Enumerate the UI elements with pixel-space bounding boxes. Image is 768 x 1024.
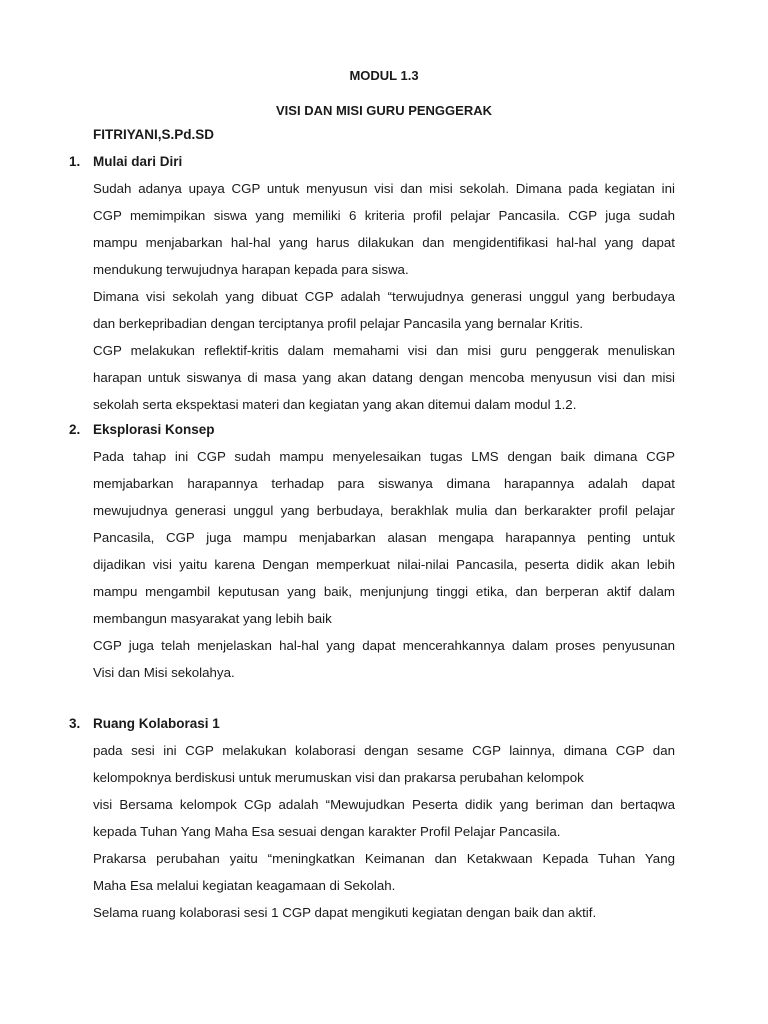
paragraph-line: dan berkepribadian dengan terciptanya profil pelajar Pancasila yang bernalar Kritis.	[93, 316, 584, 331]
paragraph-line: sekolah serta ekspektasi materi dan kegiatan yang akan ditemui dalam modul 1.2.	[93, 397, 577, 412]
section-title: Mulai dari Diri	[93, 154, 183, 169]
paragraph-line: kelompoknya berdiskusi untuk merumuskan visi dan prakarsa perubahan kelompok	[93, 770, 584, 785]
paragraph-line: Prakarsa perubahan yaitu “meningkatkan Keimanan dan Ketakwaan Kepada Tuhan Yang	[93, 851, 675, 866]
paragraph-line: dijadikan visi yaitu karena Dengan memperkuat nilai-nilai Pancasila, peserta didik akan lebih	[93, 557, 675, 572]
section-number: 1.	[69, 154, 81, 169]
paragraph-line: kepada Tuhan Yang Maha Esa sesuai dengan karakter Profil Pelajar Pancasila.	[93, 824, 561, 839]
paragraph-line: Pada tahap ini CGP sudah mampu menyelesaikan tugas LMS dengan baik dimana CGP	[93, 449, 675, 464]
paragraph-line: Sudah adanya upaya CGP untuk menyusun visi dan misi sekolah. Dimana pada kegiatan ini	[93, 181, 675, 196]
paragraph-line: CGP juga telah menjelaskan hal-hal yang dapat mencerahkannya dalam proses penyusunan	[93, 638, 675, 653]
paragraph-line: pada sesi ini CGP melakukan kolaborasi dengan sesame CGP lainnya, dimana CGP dan	[93, 743, 675, 758]
paragraph-line: Dimana visi sekolah yang dibuat CGP adalah “terwujudnya generasi unggul yang berbudaya	[93, 289, 675, 304]
section-heading	[69, 716, 220, 732]
section-number: 2.	[69, 422, 81, 437]
paragraph-line: CGP memimpikan siswa yang memiliki 6 kriteria profil pelajar Pancasila. CGP juga sudah	[93, 208, 675, 223]
paragraph-line: visi Bersama kelompok CGp adalah “Mewujudkan Peserta didik yang beriman dan bertaqwa	[93, 797, 675, 812]
section-heading	[69, 422, 215, 438]
paragraph-line: Pancasila, CGP juga mampu menjabarkan alasan mengapa harapannya penting untuk	[93, 530, 675, 545]
paragraph-line: mampu menjabarkan hal-hal yang harus dilakukan dan mengidentifikasi hal-hal yang dapat	[93, 235, 675, 250]
section-heading	[69, 154, 182, 170]
module-label: MODUL 1.3	[349, 68, 419, 83]
section-title: Ruang Kolaborasi 1	[93, 716, 220, 731]
paragraph-line: mewujudnya generasi unggul yang berbudaya, berakhlak mulia dan berkarakter profil pelajar	[93, 503, 675, 518]
section-body	[93, 175, 675, 418]
paragraph-line: Selama ruang kolaborasi sesi 1 CGP dapat mengikuti kegiatan dengan baik dan aktif.	[93, 905, 597, 920]
paragraph-line: CGP melakukan reflektif-kritis dalam memahami visi dan misi guru penggerak menuliskan	[93, 343, 675, 358]
document-title: VISI DAN MISI GURU PENGGERAK	[276, 103, 492, 118]
section-number: 3.	[69, 716, 81, 731]
section-body	[93, 737, 675, 926]
paragraph-line: Maha Esa melalui kegiatan keagamaan di Sekolah.	[93, 878, 396, 893]
section-body	[93, 443, 675, 686]
paragraph-line: harapan untuk siswanya di masa yang akan datang dengan mencoba menyusun visi dan misi	[93, 370, 675, 385]
paragraph-line: membangun masyarakat yang lebih baik	[93, 611, 332, 626]
paragraph-line: Visi dan Misi sekolahya.	[93, 665, 235, 680]
paragraph-line: mendukung terwujudnya harapan kepada para siswa.	[93, 262, 409, 277]
author-name: FITRIYANI,S.Pd.SD	[93, 127, 215, 142]
paragraph-line: mampu mengambil keputusan yang baik, menjunjung tinggi etika, dan berperan aktif dalam	[93, 584, 675, 599]
section-title: Eksplorasi Konsep	[93, 422, 215, 437]
paragraph-line: memjabarkan harapannya terhadap para siswanya dimana harapannya adalah dapat	[93, 476, 675, 491]
